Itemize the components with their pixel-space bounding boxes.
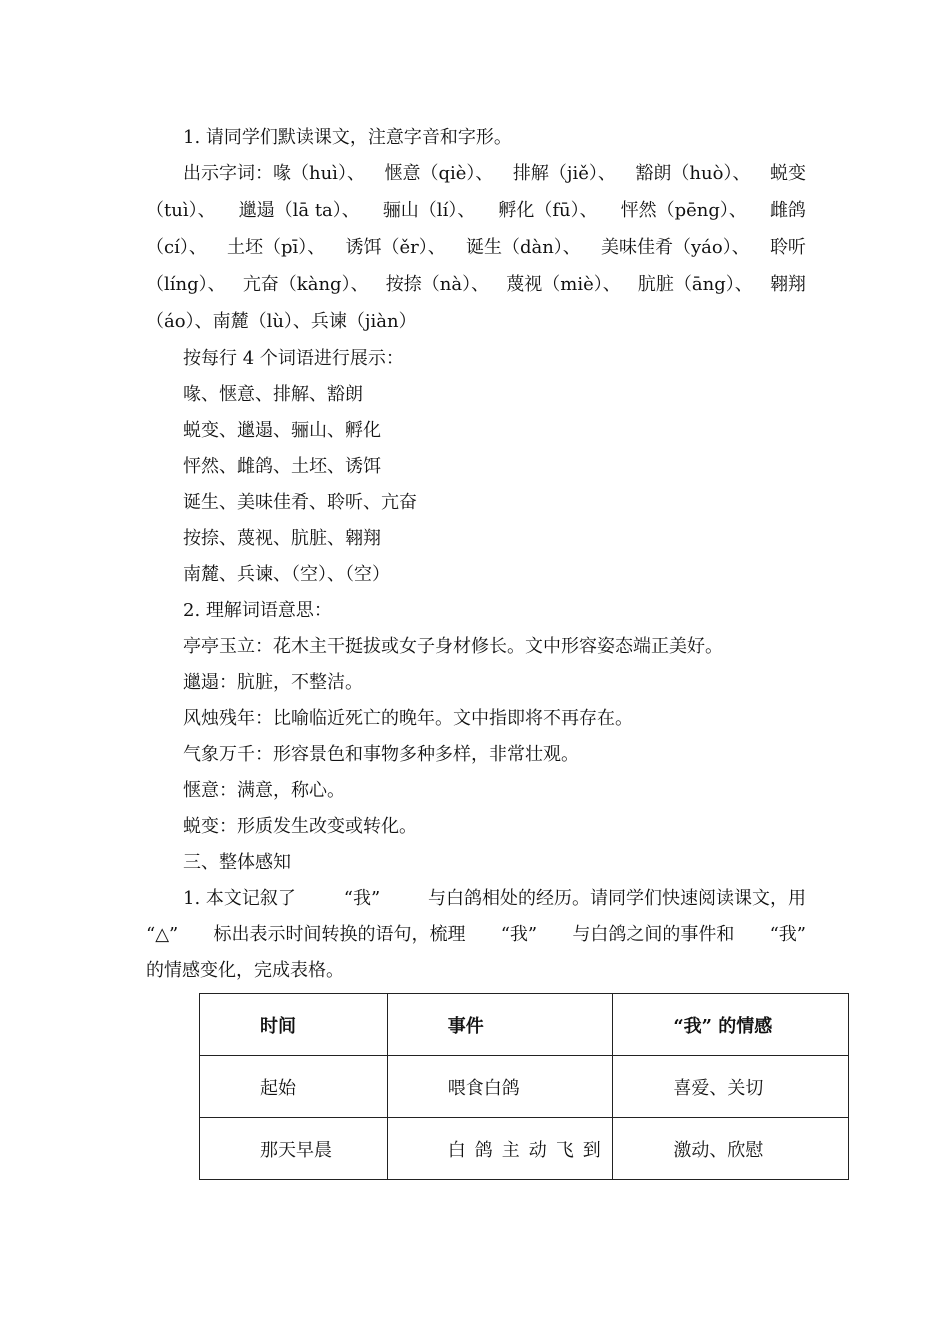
vocab-fragment: 按捺（nà）、 xyxy=(385,274,490,295)
vocab-fragment: 邋遢（lā ta）、 xyxy=(238,200,360,221)
definition: 风烛残年：比喻临近死亡的晚年。文中指即将不再存在。 xyxy=(183,708,633,729)
question-line-3: 的情感变化，完成表格。 xyxy=(146,960,344,981)
table-cell: 激动、欣慰 xyxy=(613,1118,849,1180)
vocab-fragment: 蔑视（miè）、 xyxy=(506,274,621,295)
word-row: 诞生、美味佳肴、聆听、亢奋 xyxy=(183,492,417,513)
question-fragment: 与白鸽之间的事件和 xyxy=(572,924,735,945)
vocab-fragment: 排解（jiě）、 xyxy=(512,163,616,184)
vocab-fragment: 翱翔 xyxy=(769,274,806,295)
emotion-table xyxy=(199,993,849,1180)
question-fragment: “△” xyxy=(146,924,179,945)
section-heading: 2. 理解词语意思： xyxy=(183,600,332,621)
section-heading: 三、整体感知 xyxy=(183,852,291,873)
vocab-line-1 xyxy=(183,162,806,186)
table-cell: 喜爱、关切 xyxy=(613,1056,849,1118)
vocab-fragment: （tuì）、 xyxy=(146,200,216,221)
word-row: 按捺、蔑视、肮脏、翱翔 xyxy=(183,528,381,549)
table-cell: 起始 xyxy=(200,1056,388,1118)
word-row: 蜕变、邋遢、骊山、孵化 xyxy=(183,420,381,441)
vocab-fragment: （cí）、 xyxy=(146,237,207,258)
vocab-line-4 xyxy=(146,273,806,297)
word-row: 怦然、雌鸽、土坯、诱饵 xyxy=(183,456,381,477)
table-cell: 白鸽主动飞到 xyxy=(387,1118,613,1180)
vocab-fragment: 肮脏（āng）、 xyxy=(637,274,753,295)
table-cell: 喂食白鸽 xyxy=(387,1056,613,1118)
vocab-line-5: （áo）、南麓（lù）、兵谏（jiàn） xyxy=(146,311,417,332)
question-fragment: “我” xyxy=(500,924,538,945)
definition: 亭亭玉立：花木主干挺拔或女子身材修长。文中形容姿态端正美好。 xyxy=(183,636,723,657)
display-instruction: 按每行 4 个词语进行展示： xyxy=(183,348,404,369)
question-line-2 xyxy=(146,923,806,947)
question-fragment: 标出表示时间转换的语句，梳理 xyxy=(213,924,466,945)
vocab-fragment: 诱饵（ěr）、 xyxy=(345,237,446,258)
table-header-row xyxy=(200,994,849,1056)
table-row xyxy=(200,1118,849,1180)
question-fragment: 与白鸽相处的经历。请同学们快速阅读课文，用 xyxy=(428,888,806,909)
word-row: 南麓、兵谏、（空）、（空） xyxy=(183,564,390,585)
vocab-fragment: 骊山（lí）、 xyxy=(382,200,476,221)
vocab-fragment: （líng）、 xyxy=(146,274,226,295)
definition: 蜕变：形质发生改变或转化。 xyxy=(183,816,417,837)
question-fragment: 1. 本文记叙了 xyxy=(183,888,296,909)
question-fragment: “我” xyxy=(769,924,806,945)
vocab-fragment: 雌鸽 xyxy=(769,200,806,221)
table-header-cell: 事件 xyxy=(387,994,613,1056)
vocab-fragment: 诞生（dàn）、 xyxy=(465,237,581,258)
vocab-fragment: 惬意（qiè）、 xyxy=(384,163,494,184)
paragraph-instruction: 1. 请同学们默读课文，注意字音和字形。 xyxy=(183,127,512,148)
vocab-fragment: 孵化（fū）、 xyxy=(498,200,598,221)
word-row: 喙、惬意、排解、豁朗 xyxy=(183,384,363,405)
table-header-cell: “我” 的情感 xyxy=(613,994,849,1056)
table-cell: 那天早晨 xyxy=(200,1118,388,1180)
question-line-1 xyxy=(183,887,806,911)
definition: 惬意：满意，称心。 xyxy=(183,780,345,801)
vocab-fragment: 豁朗（huò）、 xyxy=(635,163,751,184)
vocab-fragment: 怦然（pēng）、 xyxy=(620,200,747,221)
vocab-fragment: 蜕变 xyxy=(769,163,806,184)
vocab-fragment: 美味佳肴（yáo）、 xyxy=(601,237,750,258)
table-header-cell: 时间 xyxy=(200,994,388,1056)
question-fragment: “我” xyxy=(343,888,381,909)
vocab-line-2 xyxy=(146,199,806,223)
vocab-fragment: 土坯（pī）、 xyxy=(227,237,326,258)
vocab-fragment: 聆听 xyxy=(769,237,806,258)
vocab-fragment: 出示字词：喙（huì）、 xyxy=(183,163,365,184)
table-row xyxy=(200,1056,849,1118)
vocab-line-3 xyxy=(146,236,806,260)
definition: 气象万千：形容景色和事物多种多样，非常壮观。 xyxy=(183,744,579,765)
vocab-fragment: 亢奋（kàng）、 xyxy=(242,274,369,295)
definition: 邋遢：肮脏，不整洁。 xyxy=(183,672,363,693)
